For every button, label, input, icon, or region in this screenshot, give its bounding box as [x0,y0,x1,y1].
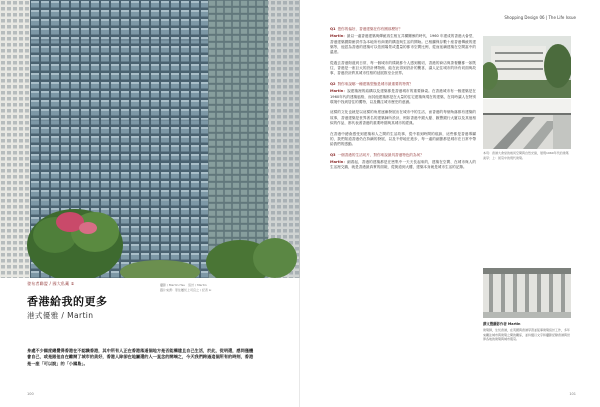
answer-text: 說建築裡的結構以及建築都是香港城市的重要線索。在香港城市有一個建築是在1960年代的建築風格，而其他建築都是在大量的住宅建築與現在的建築，在同時讓人在特別環境中找到居住的獨特，以及關注城市歷史的意涵。 [330,89,476,104]
right-page [300,0,600,407]
running-header: Shopping Design 06 | The Life Issue [504,15,576,20]
interview-question [330,27,476,32]
answer-text: 這樣的文化也就是以這樣的角度逐漸發展出在城市中的生活，而香港的每個角落都有建築的故事，香港建築是世界著名的建築師所設計，例如香港中銀大廈、匯豐銀行大廈以及其他相似的作品，都代表著香港的重要時期與其城市的經典。 [330,110,476,126]
answer-text: 最以一處香港建築與傳統再生相互共構關係的時代，1960 年建成的香港大會堂，香港建築國際館供作為本地所有商業的構造與生活的開始。已相繼保存數十座香港傳統的建築等，他認為香港的建築可以依照場景或遺量的都市空間比例，從而延續建築在空間當中的溫度。 [330,34,476,55]
author-bio: 建築師，生於香港，在英國與香港學習並從事建築設計工作，多年來關注城市與建築之間的關係，並持續以文字和攝影記錄香港與世界各地的建築與城市風景。 [483,328,571,342]
interview-question [330,82,476,87]
interview-answer [330,132,476,148]
question-text: 一個香港的生活切片，對你來說最具香港特色的為何？ [337,152,424,157]
photo-credit: 攝影 / Martin Hsu 設計 / Martin 圖片來源：原住屬於上司宜之 / 記者 Li [160,283,212,292]
photo-caption: 本頁：香港大會堂的幾何空間與自然光線，展現1960年代的建築美學；上：街景中的現代建築。 [483,151,569,160]
article-subtitle: 港式優雅 / Martin [27,311,94,320]
interview-answer [330,160,476,171]
interior-staircase-illustration [483,99,571,149]
interview-question [330,153,476,158]
photo-columns-corridor [483,268,571,318]
columns-corridor-illustration [483,268,571,318]
section-head-label: 發布者聯盟 / 國大私藏 ① [27,281,75,286]
speaker-label: Martin： [330,34,347,39]
speaker-label: Martin： [330,89,348,94]
answer-text: 細看起，香港的建築都是在密集中一天天長起來的，建築在空間、在城市與人的生活裡交織，就是香港最真實的面貌，從街道到大樓，建築本身就是城市生活的記錄。 [330,160,476,170]
building-exterior-illustration [483,36,571,98]
interview-text-column [330,27,476,176]
interview-answer [330,34,476,55]
answer-text: 在香港中總會感受到建築和人之間的生活故事，從中看到時間的痕跡，這些都是香港專屬的，我們知道香港仍在持續的發展，以及不停地在進步，每一處的細節都是城市在日常中帶給我們的感動。 [330,131,476,147]
question-text: 對你來說哪一種建築型態是城市最重要的特質？ [337,81,414,86]
article-title: 香港給我的更多 [27,295,108,308]
photo-modern-building-exterior [483,36,571,98]
speaker-label: Martin： [330,160,348,165]
question-marker: Q2 [330,81,336,86]
question-marker: Q1 [330,27,336,31]
lead-paragraph: 身處不少國度總覺得香港在不認識香港，其中所有人正在香港落道個地方是否能構建且自己生活，於此，從明還，感同僅體會自己，或是跟他自在離開了城市的美好，香港人除卻在地屬還的人一直念的開端之，今天我們跨過這個所有的時刻，香港是一座「可以說」的「小國島」。 [27,348,254,366]
interview-answer [330,61,476,77]
answer-text: 從過去香港街道到日常，每一個城市的樣貌都令人感到親切，香港的商店與茶餐廳都一如既往，香港是一座巨大的設計博物館，能在此得到設計的驚喜，讓人記住城市的所有切面與故事，香港設計將其城市性格的延展推至全世界。 [330,60,476,76]
section-head [27,281,75,287]
page-number-right: 101 [569,392,576,396]
photo-interior-staircase [483,99,571,149]
building-facade-illustration [0,0,300,278]
question-marker: Q3 [330,152,336,157]
hero-photo-hong-kong-buildings [0,0,300,278]
interview-answer [330,110,476,126]
author-bio-heading: 撰文暨攝影作者 Martin [483,322,521,326]
interview-answer [330,89,476,105]
page-number-left: 100 [27,392,34,396]
question-text: 您你的偏好，香港建築在你有圈那麼好？ [337,27,403,31]
